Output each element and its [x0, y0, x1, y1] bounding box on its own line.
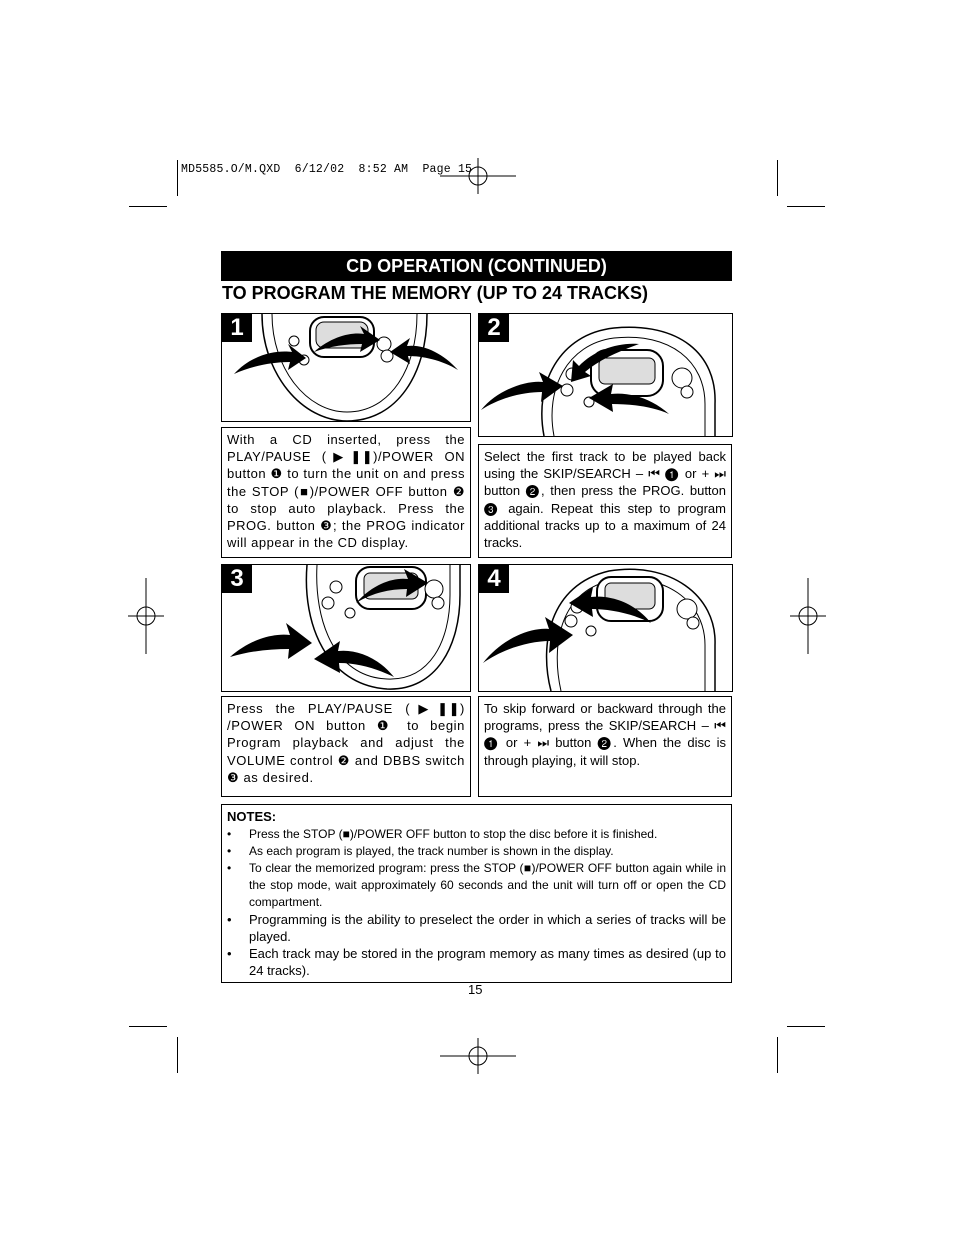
- pointer-arrow-icon: [230, 569, 428, 677]
- step-2-illustration: [478, 313, 733, 437]
- step-number: 2: [479, 314, 509, 342]
- list-item: • To clear the memorized program: press the STOP (■)/POWER OFF button again while in the stop mode, wait approximately 60 seconds and the unit will turn off or open the CD compartment.: [227, 860, 726, 911]
- crop-mark: [129, 206, 167, 207]
- notes-title: NOTES:: [227, 809, 277, 824]
- list-item: • As each program is played, the track number is shown in the display.: [227, 843, 726, 860]
- step-1-text: With a CD inserted, press the PLAY/PAUSE (▶❚❚)/POWER ON button ❶ to turn the unit on and press the STOP (■)/POWER OFF button ❷ to stop auto playback. Press the PROG. button ❸; the PROG indicator will appear in the CD display.: [221, 427, 471, 558]
- list-item: • Press the STOP (■)/POWER OFF button to stop the disc before it is finished.: [227, 826, 726, 843]
- cd-player-drawing: [479, 314, 732, 436]
- list-item: • Each track may be stored in the program memory as many times as desired (up to 24 tracks).: [227, 945, 726, 979]
- page-number: 15: [468, 982, 483, 997]
- registration-mark-icon: [790, 578, 826, 654]
- step-3-text: Press the PLAY/PAUSE (▶❚❚) /POWER ON button ❶ to begin Program playback and adjust the VOLUME control ❷ and DBBS switch ❸ as desired.: [221, 696, 471, 797]
- step-2-text: Select the first track to be played back using the SKIP/SEARCH – ⏮ ❶ or + ⏭ button ❷, then press the PROG. button ❸ again. Repeat this step to program additional tracks up to a maximum of 24 tracks.: [478, 444, 732, 558]
- notes-list: [227, 826, 726, 979]
- registration-mark-icon: [440, 1038, 516, 1074]
- crop-mark: [777, 1037, 778, 1073]
- crop-mark: [177, 160, 178, 196]
- crop-mark: [177, 1037, 178, 1073]
- cd-player-drawing: [222, 565, 470, 691]
- cd-player-drawing: [479, 565, 732, 691]
- registration-mark-icon: [440, 158, 516, 194]
- step-number: 3: [222, 565, 252, 593]
- step-4-text: To skip forward or backward through the programs, press the SKIP/SEARCH – ⏮ ❶ or + ⏭ button ❷. When the disc is through playing, it will stop.: [478, 696, 732, 797]
- cd-player-drawing: [222, 314, 470, 421]
- step-1-illustration: [221, 313, 471, 422]
- crop-mark: [777, 160, 778, 196]
- section-subtitle: TO PROGRAM THE MEMORY (UP TO 24 TRACKS): [222, 283, 649, 303]
- crop-mark: [787, 206, 825, 207]
- list-item: • Programming is the ability to preselect the order in which a series of tracks will be played.: [227, 911, 726, 945]
- section-header: CD OPERATION (CONTINUED): [221, 251, 732, 281]
- step-number: 4: [479, 565, 509, 593]
- print-slug: MD5585.O/M.QXD 6/12/02 8:52 AM Page 15: [181, 163, 473, 176]
- step-number: 1: [222, 314, 252, 342]
- crop-mark: [129, 1026, 167, 1027]
- step-4-illustration: [478, 564, 733, 692]
- step-3-illustration: [221, 564, 471, 692]
- notes-box: [221, 804, 732, 983]
- crop-mark: [787, 1026, 825, 1027]
- registration-mark-icon: [128, 578, 164, 654]
